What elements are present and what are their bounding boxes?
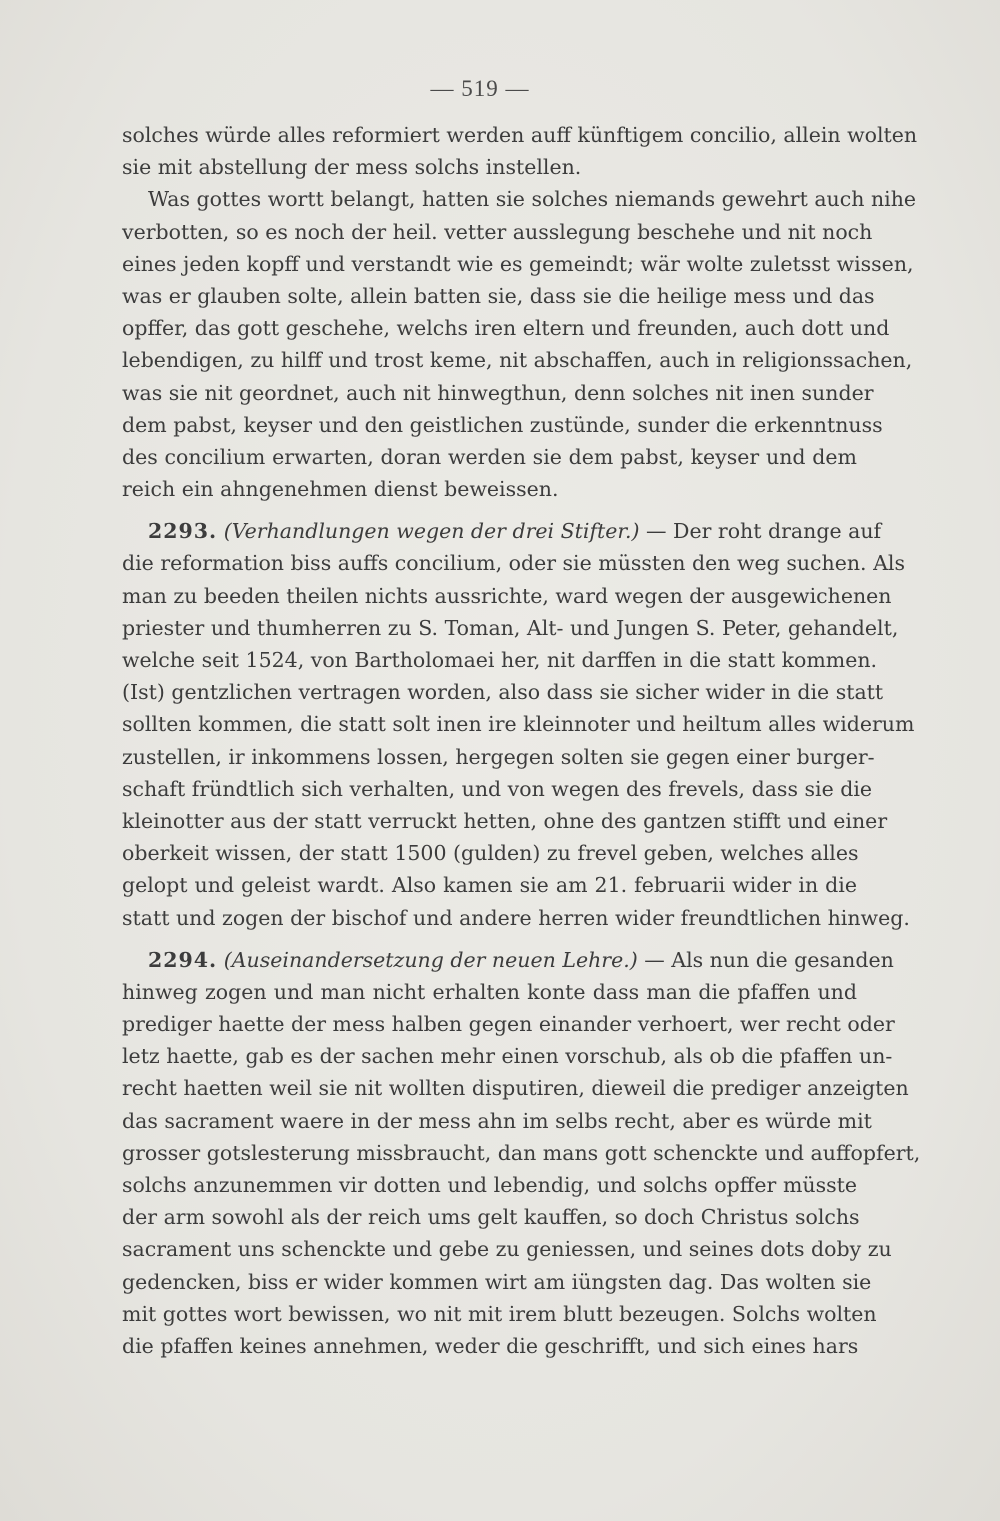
text-line: welche seit 1524, von Bartholomaei her, nit darffen in die statt kommen.	[122, 648, 878, 672]
entry-2294	[122, 944, 921, 1362]
text-line: reich ein ahngenehmen dienst beweissen.	[122, 477, 559, 502]
text-line: zustellen, ir inkommens lossen, hergegen solten sie gegen einer burger-	[122, 744, 875, 769]
entry-first-text: — Als nun die gesanden	[644, 947, 894, 972]
text-line: grosser gotslesterung missbraucht, dan mans gott schenckte und auffopfert,	[122, 1140, 921, 1165]
text-line: letz haette, gab es der sachen mehr einen vorschub, als ob die pfaffen un-	[122, 1044, 893, 1069]
text-line: sacrament uns schenckte und gebe zu geniessen, und seines dots doby zu	[122, 1237, 892, 1262]
entry-heading-line	[122, 515, 882, 547]
text-line: lebendigen, zu hilff und trost keme, nit abschaffen, auch in religionssachen,	[122, 348, 913, 373]
entry-number: 2294.	[148, 947, 218, 972]
text-line: (Ist) gentzlichen vertragen worden, also dass sie sicher wider in die statt	[122, 680, 884, 705]
entry-heading-line	[122, 944, 894, 976]
entry-number: 2293.	[148, 519, 218, 544]
paragraph	[122, 183, 917, 505]
text-line: man zu beeden theilen nichts aussrichte, ward wegen der ausgewichenen	[122, 583, 892, 608]
text-line: eines jeden kopff und verstandt wie es gemeindt; wär wolte zuletsst wissen,	[122, 251, 914, 276]
text-line: die reformation biss auffs concilium, oder sie müssten den weg suchen. Als	[122, 551, 905, 576]
text-line: schaft fründtlich sich verhalten, und von wegen des frevels, dass sie die	[122, 776, 873, 801]
text-line: Was gottes wortt belangt, hatten sie solches niemands gewehrt auch nihe	[148, 187, 917, 212]
text-line: der arm sowohl als der reich ums gelt kauffen, so doch Christus solchs	[122, 1205, 860, 1230]
entry-title: (Verhandlungen wegen der drei Stifter.)	[223, 519, 640, 544]
text-line: kleinotter aus der statt verruckt hetten, ohne des gantzen stifft und einer	[122, 808, 888, 833]
text-line: sie mit abstellung der mess solchs instellen.	[122, 155, 582, 180]
page-number: — 519 —	[430, 76, 530, 101]
paragraph-continuation	[122, 119, 918, 183]
text-line: prediger haette der mess halben gegen einander verhoert, wer recht oder	[122, 1012, 895, 1037]
text-line: statt und zogen der bischof und andere herren wider freundtlichen hinweg.	[122, 905, 910, 930]
text-line: solchs anzunemmen vir dotten und lebendig, und solchs opffer müsste	[122, 1173, 857, 1197]
entry-2293	[122, 515, 915, 933]
text-line: gedencken, biss er wider kommen wirt am iüngsten dag. Das wolten sie	[122, 1269, 872, 1294]
text-line: opffer, das gott geschehe, welchs iren eltern und freunden, auch dott und	[122, 316, 890, 341]
text-line: was sie nit geordnet, auch nit hinwegthun, denn solches nit inen sunder	[122, 380, 874, 405]
text-line: das sacrament waere in der mess ahn im selbs recht, aber es würde mit	[122, 1108, 872, 1133]
text-line: priester und thumherren zu S. Toman, Alt- und Jungen S. Peter, gehandelt,	[122, 615, 899, 640]
text-line: die pfaffen keines annehmen, weder die geschrifft, und sich eines hars	[122, 1333, 859, 1358]
text-line: sollten kommen, die statt solt inen ire kleinnoter und heiltum alles widerum	[122, 712, 915, 737]
text-line: gelopt und geleist wardt. Also kamen sie am 21. februarii wider in die	[122, 873, 857, 898]
entry-title: (Auseinandersetzung der neuen Lehre.)	[223, 947, 638, 972]
text-line: hinweg zogen und man nicht erhalten konte dass man die pfaffen und	[122, 979, 857, 1004]
text-line: recht haetten weil sie nit wollten disputiren, dieweil die prediger anzeigten	[122, 1076, 909, 1101]
text-line: mit gottes wort bewissen, wo nit mit irem blutt bezeugen. Solchs wolten	[122, 1301, 877, 1326]
text-line: dem pabst, keyser und den geistlichen zustünde, sunder die erkenntnuss	[122, 412, 883, 437]
text-line: was er glauben solte, allein batten sie, dass sie die heilige mess und das	[122, 283, 875, 308]
text-line: oberkeit wissen, der statt 1500 (gulden) zu frevel geben, welches alles	[122, 841, 859, 866]
body-text	[122, 119, 921, 1362]
text-line: verbotten, so es noch der heil. vetter ausslegung beschehe und nit noch	[122, 219, 873, 244]
entry-first-text: — Der roht drange auf	[646, 519, 882, 544]
text-line: des concilium erwarten, doran werden sie dem pabst, keyser und dem	[122, 444, 857, 469]
text-line: solches würde alles reformiert werden auff künftigem concilio, allein wolten	[122, 123, 918, 147]
